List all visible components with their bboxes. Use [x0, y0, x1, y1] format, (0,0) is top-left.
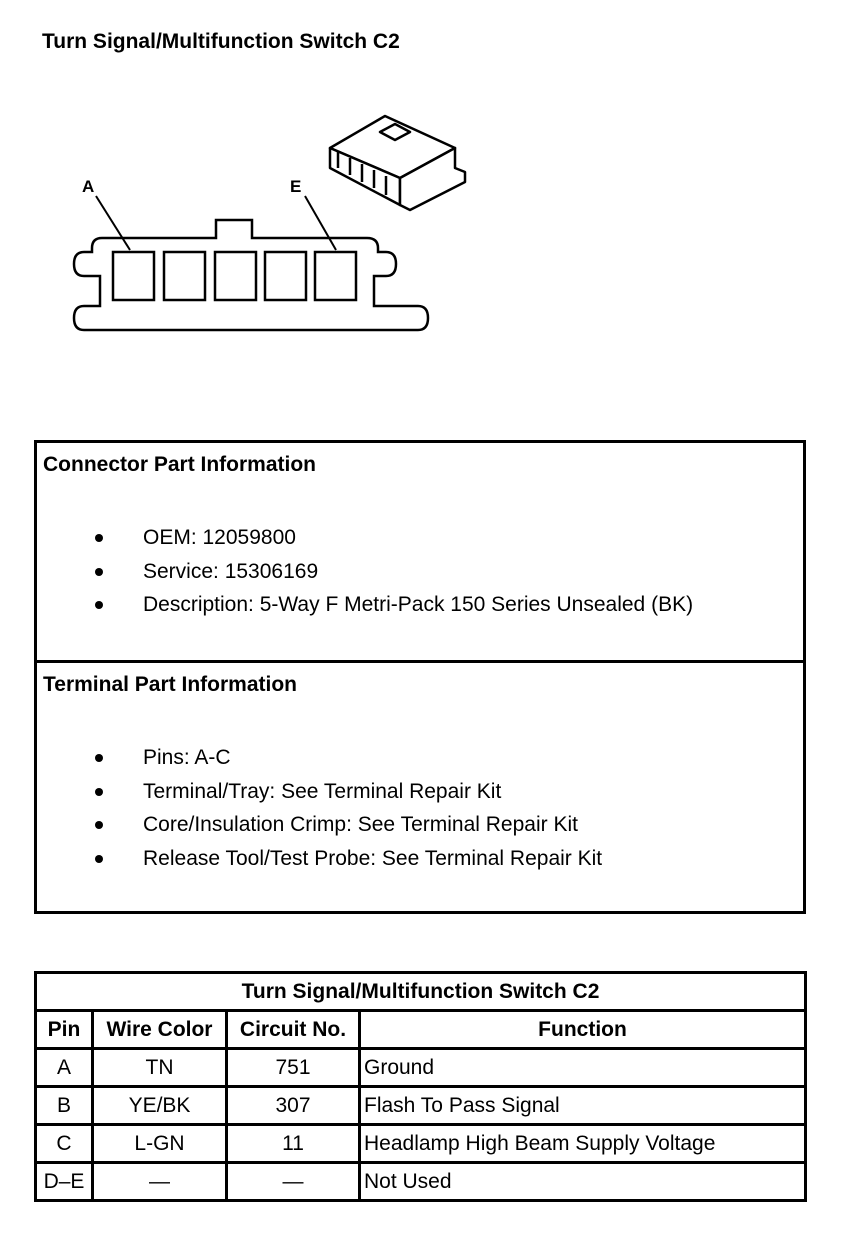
- cell-circuit: —: [227, 1163, 360, 1201]
- connector-info-list: [37, 521, 693, 622]
- terminal-info-list: [37, 741, 602, 875]
- table-row: [36, 1049, 806, 1087]
- header-wire-color: Wire Color: [93, 1011, 227, 1049]
- page-title: Turn Signal/Multifunction Switch C2: [42, 30, 400, 53]
- pin-cavity-e: [315, 252, 356, 300]
- cell-function: Ground: [360, 1049, 806, 1087]
- cell-circuit: 307: [227, 1087, 360, 1125]
- pin-cavity-a: [113, 252, 154, 300]
- cell-function: Flash To Pass Signal: [360, 1087, 806, 1125]
- list-item: Service: 15306169: [37, 555, 693, 589]
- connector-face: [74, 220, 428, 330]
- cell-circuit: 11: [227, 1125, 360, 1163]
- table-header-row: [36, 1011, 806, 1049]
- connector-part-information: [37, 443, 803, 663]
- header-pin: Pin: [36, 1011, 93, 1049]
- cell-function: Not Used: [360, 1163, 806, 1201]
- header-circuit-no: Circuit No.: [227, 1011, 360, 1049]
- connector-diagram: [0, 90, 500, 350]
- pin-table-title: Turn Signal/Multifunction Switch C2: [36, 973, 806, 1011]
- cell-pin: D–E: [36, 1163, 93, 1201]
- header-function: Function: [360, 1011, 806, 1049]
- terminal-info-heading: Terminal Part Information: [43, 673, 297, 696]
- cell-pin: B: [36, 1087, 93, 1125]
- table-row: [36, 1087, 806, 1125]
- cell-wire-color: YE/BK: [93, 1087, 227, 1125]
- pin-cavity-b: [164, 252, 205, 300]
- list-item: Description: 5-Way F Metri-Pack 150 Series Unsealed (BK): [37, 588, 693, 622]
- part-information-box: [34, 440, 806, 914]
- list-item: OEM: 12059800: [37, 521, 693, 555]
- terminal-part-information: [37, 663, 803, 911]
- cell-pin: C: [36, 1125, 93, 1163]
- list-item: Pins: A-C: [37, 741, 602, 775]
- list-item: Terminal/Tray: See Terminal Repair Kit: [37, 775, 602, 809]
- list-item: Release Tool/Test Probe: See Terminal Repair Kit: [37, 842, 602, 876]
- cell-pin: A: [36, 1049, 93, 1087]
- pin-cavity-c: [215, 252, 256, 300]
- pin-label-a: A: [82, 177, 95, 196]
- cell-wire-color: —: [93, 1163, 227, 1201]
- cell-function: Headlamp High Beam Supply Voltage: [360, 1125, 806, 1163]
- pin-table: [34, 971, 807, 1202]
- pin-label-e: E: [290, 177, 302, 196]
- table-row: [36, 1163, 806, 1201]
- cell-wire-color: L-GN: [93, 1125, 227, 1163]
- table-row: [36, 1125, 806, 1163]
- pin-cavity-d: [265, 252, 306, 300]
- connector-3d-icon: [330, 116, 465, 210]
- list-item: Core/Insulation Crimp: See Terminal Repair Kit: [37, 808, 602, 842]
- connector-info-heading: Connector Part Information: [43, 453, 317, 476]
- cell-wire-color: TN: [93, 1049, 227, 1087]
- cell-circuit: 751: [227, 1049, 360, 1087]
